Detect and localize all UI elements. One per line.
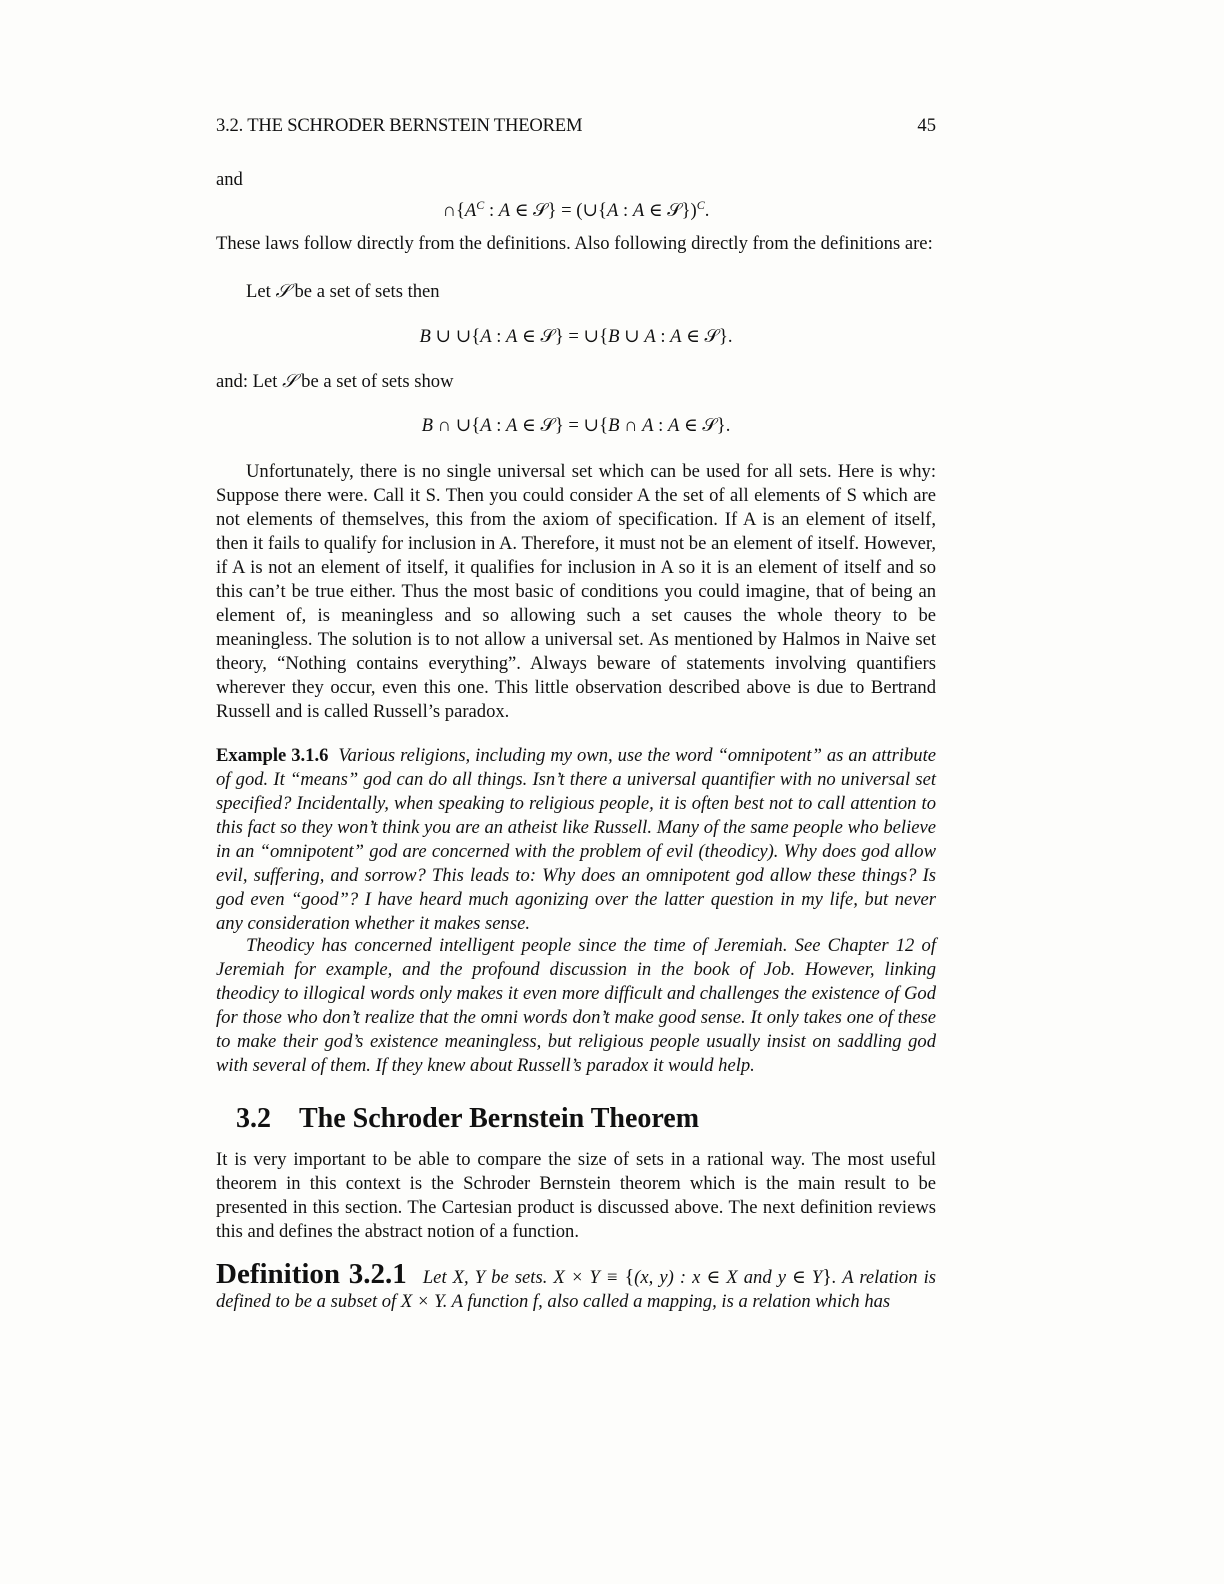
example-3-1-6 (216, 744, 936, 936)
let-statement-2: and: Let 𝒮 be a set of sets show (216, 371, 454, 392)
equation-de-morgan: $\cap\{A^C$ : A ∈ 𝒮} = (∪{A : A ∈ 𝒮})$^C$. (442, 198, 710, 222)
running-title: 3.2. THE SCHRODER BERNSTEIN THEOREM (216, 115, 583, 136)
equation-intersection: B ∩ ∪{A : A ∈ 𝒮} = ∪{B ∩ A : A ∈ 𝒮}. (421, 415, 731, 436)
example-label: Example 3.1.6 (216, 745, 329, 766)
definition-label: Definition 3.2.1 (216, 1258, 407, 1290)
section-heading (236, 1103, 699, 1135)
let-statement-1: Let 𝒮 be a set of sets then (246, 281, 440, 302)
definition-text-3: . A relation is defined to be a subset of X × Y. A function f, also called a mapping, is a relation which has (216, 1267, 937, 1312)
running-header (216, 114, 936, 138)
example-paragraph-2: Theodicy has concerned intelligent people since the time of Jeremiah. See Chapter 12 of Jeremiah for example, and the profound discussion in the book of Job. However, linking theodicy to illogical words only makes it even more difficult and challenges the existence of God for those who don’t realize that the omni words don’t make good sense. It only takes one of these to make their god’s existence meaningless, but religious people usually insist on saddling god with several of them. If they knew about Russell’s paradox it would help. (216, 935, 936, 1076)
equation-union: B ∪ ∪{A : A ∈ 𝒮} = ∪{B ∪ A : A ∈ 𝒮}. (419, 326, 733, 347)
section-title: The Schroder Bernstein Theorem (299, 1103, 700, 1134)
text-and: and (216, 169, 243, 190)
definition-text-1: Let X, Y be sets. X × Y ≡ (422, 1267, 619, 1288)
paragraph-laws: These laws follow directly from the definitions. Also following directly from the definitions are: (216, 233, 933, 254)
paragraph-russell-paradox: Unfortunately, there is no single universal set which can be used for all sets. Here is why: Suppose there were. Call it S. Then you could consider A the set of all elements of S which are not elements of themselves, this from the axiom of specification. If A is an element of itself, then it fails to qualify for inclusion in A. Therefore, it must not be an element of itself. However, if A is not an element of itself, it qualifies for inclusion in A so it is an element of itself and so this can’t be true either. Thus the most basic of conditions you could imagine, that of being an element of, is meaningless and so allowing such a set causes the whole theory to be meaningless. The solution is to not allow a universal set. As mentioned by Halmos in Naive set theory, “Nothing contains everything”. Always beware of statements involving quantifiers wherever they occur, even this one. This little observation described above is due to Bertrand Russell and is called Russell’s paradox. (216, 461, 936, 722)
definition-3-2-1: Definition 3.2.1 Let X, Y be sets. X × Y ≡ {(x, y) : x ∈ X and y ∈ Y}. A relation is defined to be a subset of X × Y. A function f, also called a mapping, is a relation which has (216, 1258, 937, 1312)
example-text: Various religions, including my own, use the word “omnipotent” as an attribute of god. It “means” god can do all things. Isn’t there a universal quantifier with no universal set specified? Incidentally, when speaking to religious people, it is often best not to call attention to this fact so they won’t think you are an atheist like Russell. Many of the same people who believe in an “omnipotent” god are concerned with the problem of evil (theodicy). Why does god allow evil, suffering, and sorrow? This leads to: Why does an omnipotent god allow these things? Is god even “good”? I have heard much agonizing over the latter question in my life, but never any consideration whether it makes sense. (216, 745, 936, 934)
section-intro: It is very important to be able to compare the size of sets in a rational way. The most useful theorem in this context is the Schroder Bernstein theorem which is the main result to be presented in this section. The Cartesian product is discussed above. The next definition reviews this and defines the abstract notion of a function. (216, 1149, 936, 1242)
definition-text-2: (x, y) : x ∈ X and y ∈ Y (634, 1267, 823, 1288)
section-number: 3.2 (236, 1103, 271, 1134)
page-number: 45 (917, 115, 936, 136)
